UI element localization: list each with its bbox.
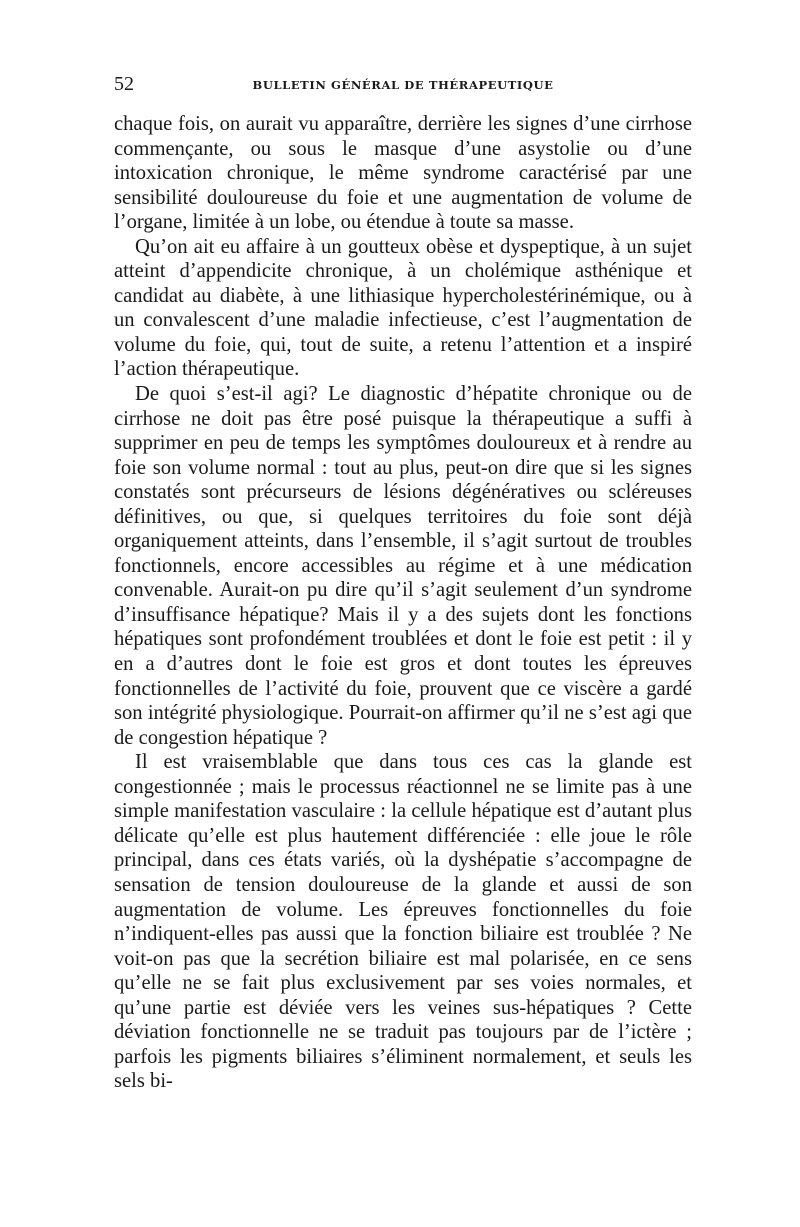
journal-title: BULLETIN GÉNÉRAL DE THÉRAPEUTIQUE bbox=[252, 78, 554, 92]
paragraph: Qu’on ait eu affaire à un goutteux obèse et dyspeptique, à un sujet atteint d’appendicite chronique, à un cholémique asthénique et candidat au diabète, à une lithiasique hypercholestérinémique, ou à un convalescent d’une maladie infectieuse, c’est l’augmentation de volume du foie, qui, tout de suite, a retenu l’attention et a inspiré l’action thérapeutique. bbox=[114, 235, 692, 381]
paragraph: chaque fois, on aurait vu apparaître, derrière les signes d’une cirrhose commençante, ou sous le masque d’une asystolie ou d’une intoxication chronique, le même syndrome caractérisé par une sensibilité douloureuse du foie et une augmentation de volume de l’organe, limitée à un lobe, ou étendue à toute sa masse. bbox=[114, 113, 692, 234]
running-header bbox=[114, 72, 692, 96]
paragraph: Il est vraisemblable que dans tous ces cas la glande est congestionnée ; mais le processus réactionnel ne se limite pas à une simple manifestation vasculaire : la cellule hépatique est d’autant plus délicate qu’elle est plus hautement différenciée : elle joue le rôle principal, dans ces états variés, où la dyshépatie s’accompagne de sensation de tension douloureuse de la glande et aussi de son augmentation de volume. Les épreuves fonctionnelles du foie n’indiquent-elles pas aussi que la fonction biliaire est troublée ? Ne voit-on pas que la secrétion biliaire est mal polarisée, en ce sens qu’elle ne se fait plus exclusivement par ses voies normales, et qu’une partie est déviée vers les veines sus-hépatiques ? Cette déviation fonctionnelle ne se traduit pas toujours par de l’ictère ; parfois les pigments biliaires s’éliminent normalement, et seuls les sels bi- bbox=[114, 751, 692, 1093]
page-number: 52 bbox=[114, 73, 134, 95]
paragraph: De quoi s’est-il agi? Le diagnostic d’hépatite chronique ou de cirrhose ne doit pas être posé puisque la thérapeutique a suffi à supprimer en peu de temps les symptômes douloureux et à rendre au foie son volume normal : tout au plus, peut-on dire que si les signes constatés sont précurseurs de lésions dégénératives ou scléreuses définitives, ou que, si quelques territoires du foie sont déjà organiquement atteints, dans l’ensemble, il s’agit surtout de troubles fonctionnels, encore accessibles au régime et à une médication convenable. Aurait-on pu dire qu’il s’agit seulement d’un syndrome d’insuffisance hépatique? Mais il y a des sujets dont les fonctions hépatiques sont profondément troublées et dont le foie est petit : il y en a d’autres dont le foie est gros et dont toutes les épreuves fonctionnelles de l’activité du foie, prouvent que ce viscère a gardé son intégrité physiologique. Pourrait-on affirmer qu’il ne s’est agi que de congestion hépatique ? bbox=[114, 383, 692, 749]
body-text bbox=[114, 112, 692, 1094]
